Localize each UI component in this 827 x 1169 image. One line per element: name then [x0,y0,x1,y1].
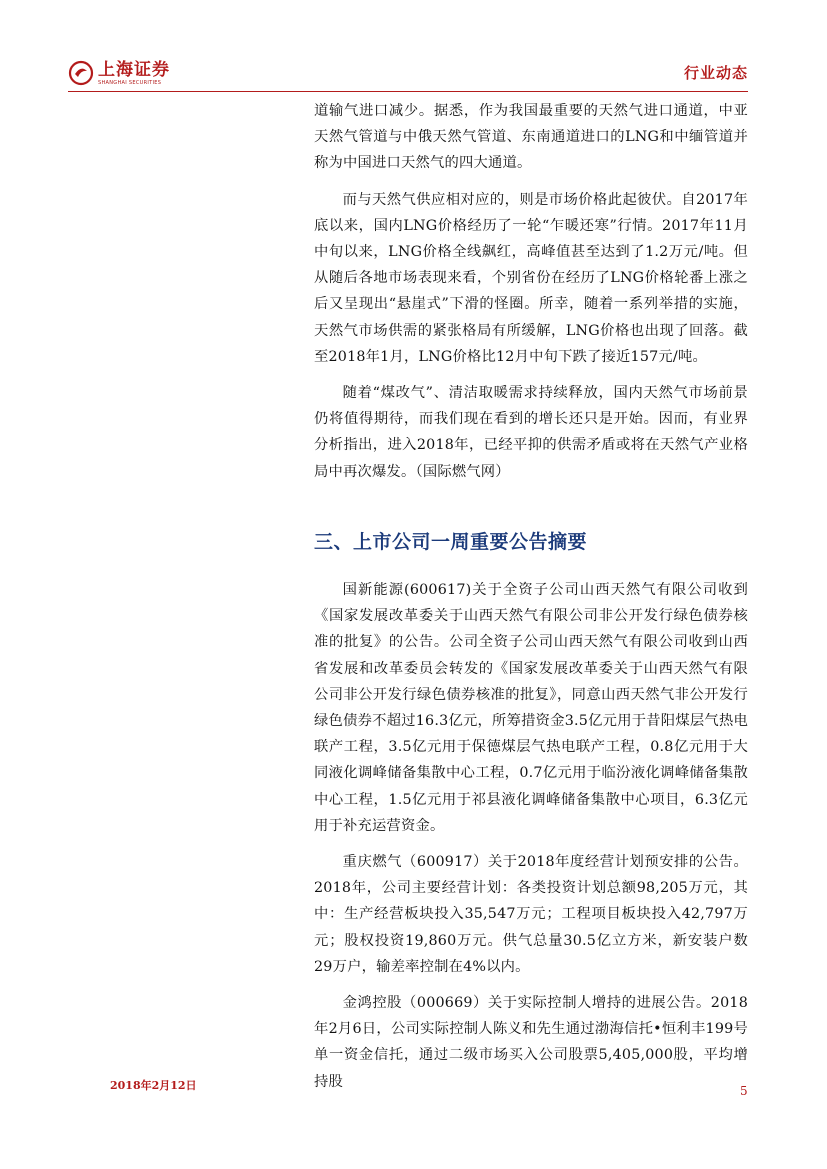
logo-subtext: SHANGHAI SECURITIES [98,80,162,86]
body-text-bottom [314,577,748,1095]
body-text-top [314,98,748,485]
page-number: 5 [740,1084,748,1098]
company-logo [68,60,188,90]
header-divider [68,91,748,92]
paragraph-announcement-guoxin: 国新能源(600617)关于全资子公司山西天然气有限公司收到《国家发展改革委关于山西天然气有限公司非公开发行绿色债券核准的批复》的公告。公司全资子公司山西天然气有限公司收到山西省发展和改革委员会转发的《国家发展改革委关于山西天然气有限公司非公开发行绿色债券核准的批复》，同意山西天然气非公开发行绿色债券不超过16.3亿元，所筹措资金3.5亿元用于昔阳煤层气热电联产工程，3.5亿元用于保德煤层气热电联产工程，0.8亿元用于大同液化调峰储备集散中心工程，0.7亿元用于临汾液化调峰储备集散中心工程，1.5亿元用于祁县液化调峰储备集散中心项目，6.3亿元用于补充运营资金。 [314,582,748,834]
paragraph-announcement-jinhong: 金鸿控股（000669）关于实际控制人增持的进展公告。2018年2月6日，公司实际控制人陈义和先生通过渤海信托•恒利丰199号单一资金信托，通过二级市场买入公司股票5,405,000股，平均增持股 [314,995,748,1090]
report-type-label: 行业动态 [683,64,748,82]
footer-date: 2018年2月12日 [110,1079,197,1092]
logo-emblem-icon [68,60,94,86]
paragraph-announcement-chongqing-gas: 重庆燃气（600917）关于2018年度经营计划预安排的公告。2018年，公司主要经营计划：各类投资计划总额98,205万元，其中：生产经营板块投入35,547万元；工程项目板块投入42,797万元；股权投资19,860万元。供气总量30.5亿立方米，新安装户数29万户，输差率控制在4%以内。 [314,854,748,975]
paragraph-gas-import-channels: 道输气进口减少。据悉，作为我国最重要的天然气进口通道，中亚天然气管道与中俄天然气管道、东南通道进口的LNG和中缅管道并称为中国进口天然气的四大通道。 [314,103,748,172]
paragraph-market-outlook: 随着“煤改气”、清洁取暖需求持续释放，国内天然气市场前景仍将值得期待，而我们现在看到的增长还只是开始。因而，有业界分析指出，进入2018年，已经平抑的供需矛盾或将在天然气产业格局中再次爆发。（国际燃气网） [314,385,748,480]
page-header [68,56,748,94]
logo-text: 上海证券 [98,60,170,80]
paragraph-lng-price: 而与天然气供应相对应的，则是市场价格此起彼伏。自2017年底以来，国内LNG价格经历了一轮“乍暖还寒”行情。2017年11月中旬以来，LNG价格全线飙红，高峰值甚至达到了1.2万元/吨。但从随后各地市场表现来看，个别省份在经历了LNG价格轮番上涨之后又呈现出“悬崖式”下滑的怪圈。所幸，随着一系列举措的实施，天然气市场供需的紧张格局有所缓解，LNG价格也出现了回落。截至2018年1月，LNG价格比12月中旬下跌了接近157元/吨。 [314,191,748,365]
section-heading: 三、上市公司一周重要公告摘要 [314,531,588,553]
